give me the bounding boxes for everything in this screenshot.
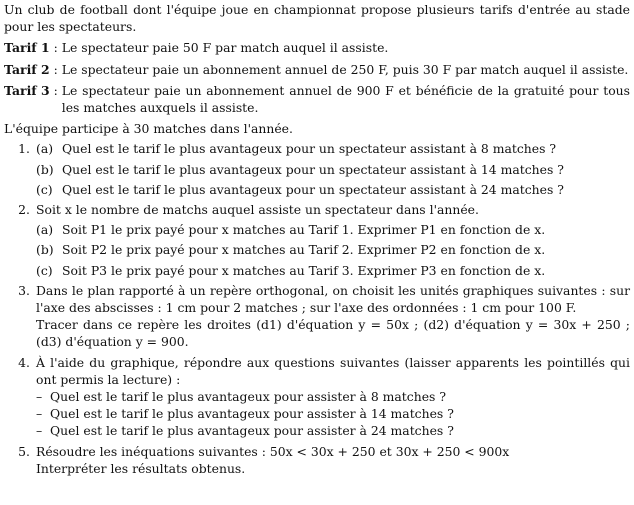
intro-text: Un club de football dont l'équipe joue en championnat propose plusieurs tarifs d'entrée au stade pour les spectateurs. <box>4 2 630 35</box>
tarif-2 <box>4 61 630 78</box>
tarif-2-text: Le spectateur paie un abonnement annuel de 250 F, puis 30 F par match auquel il assiste. <box>61 61 629 77</box>
dash-bullet: – <box>36 389 43 405</box>
question-2-stem: Soit x le nombre de matchs auquel assiste un spectateur dans l'année. <box>36 202 479 218</box>
question-4-item-1-text: Quel est le tarif le plus avantageux pour assister à 8 matches ? <box>50 389 446 405</box>
question-1c-label: (c) <box>36 181 53 197</box>
tarif-1-text: Le spectateur paie 50 F par match auquel il assiste. <box>61 40 389 56</box>
question-1c <box>36 181 630 198</box>
question-5-stem: Résoudre les inéquations suivantes : 50x < 30x + 250 et 30x + 250 < 900x <box>36 443 510 459</box>
question-2-number: 2. <box>18 202 30 218</box>
question-4-item-3-text: Quel est le tarif le plus avantageux pour assister à 24 matches ? <box>50 423 454 439</box>
question-2a-text: Soit P1 le prix payé pour x matches au Tarif 1. Exprimer P1 en fonction de x. <box>62 222 546 238</box>
tarif-1 <box>4 39 630 56</box>
question-2b-label: (b) <box>36 242 54 258</box>
question-1b-label: (b) <box>36 161 54 177</box>
question-2a <box>36 221 630 238</box>
question-1b <box>36 161 630 178</box>
question-1c-text: Quel est le tarif le plus avantageux pour un spectateur assistant à 24 matches ? <box>62 181 564 197</box>
tarif-3-colon: : <box>53 82 58 98</box>
question-1a-text: Quel est le tarif le plus avantageux pour un spectateur assistant à 8 matches ? <box>62 141 557 157</box>
question-1a <box>36 140 630 157</box>
question-5-interpretation: Interpréter les résultats obtenus. <box>36 460 246 476</box>
question-4-item-1 <box>36 388 630 405</box>
question-3 <box>4 282 630 351</box>
question-2a-label: (a) <box>36 222 54 238</box>
question-2c-label: (c) <box>36 262 53 278</box>
question-3-paragraph-2: Tracer dans ce repère les droites (d1) d'équation y = 50x ; (d2) d'équation y = 30x + 250 ; (d3) d'équation y = 900. <box>36 317 630 350</box>
tarif-1-colon: : <box>53 40 58 56</box>
question-1 <box>4 140 630 198</box>
tarif-3-name: Tarif 3 <box>4 82 50 98</box>
question-5-number: 5. <box>18 443 30 459</box>
tarif-2-colon: : <box>53 61 58 77</box>
question-4-item-3 <box>36 422 630 439</box>
question-4 <box>4 354 630 440</box>
dash-bullet: – <box>36 423 43 439</box>
question-1a-label: (a) <box>36 141 54 157</box>
season-text: L'équipe participe à 30 matches dans l'année. <box>4 121 293 137</box>
question-4-item-2 <box>36 405 630 422</box>
tarif-3 <box>4 82 630 116</box>
question-2b <box>36 241 630 258</box>
question-5 <box>4 443 630 477</box>
question-3-paragraph-1: Dans le plan rapporté à un repère orthogonal, on choisit les unités graphiques suivantes : sur l'axe des abscisses : 1 cm pour 2 matches ; sur l'axe des ordonnées : 1 cm pour 100 F. <box>36 282 630 316</box>
question-2c <box>36 262 630 279</box>
tarif-1-name: Tarif 1 <box>4 40 50 56</box>
dash-bullet: – <box>36 406 43 422</box>
question-1-number: 1. <box>18 141 30 157</box>
question-4-item-2-text: Quel est le tarif le plus avantageux pour assister à 14 matches ? <box>50 406 454 422</box>
tarif-3-text: Le spectateur paie un abonnement annuel de 900 F et bénéficie de la gratuité pour tous les matches auxquels il assiste. <box>61 82 630 116</box>
question-4-number: 4. <box>18 354 30 370</box>
question-3-number: 3. <box>18 282 30 298</box>
question-2c-text: Soit P3 le prix payé pour x matches au Tarif 3. Exprimer P3 en fonction de x. <box>62 262 546 278</box>
tarif-2-name: Tarif 2 <box>4 61 50 77</box>
question-1b-text: Quel est le tarif le plus avantageux pour un spectateur assistant à 14 matches ? <box>62 161 564 177</box>
question-4-stem: À l'aide du graphique, répondre aux questions suivantes (laisser apparents les pointillés qui ont permis la lecture) : <box>36 354 630 387</box>
question-2 <box>4 201 630 279</box>
question-2b-text: Soit P2 le prix payé pour x matches au Tarif 2. Exprimer P2 en fonction de x. <box>62 242 546 258</box>
